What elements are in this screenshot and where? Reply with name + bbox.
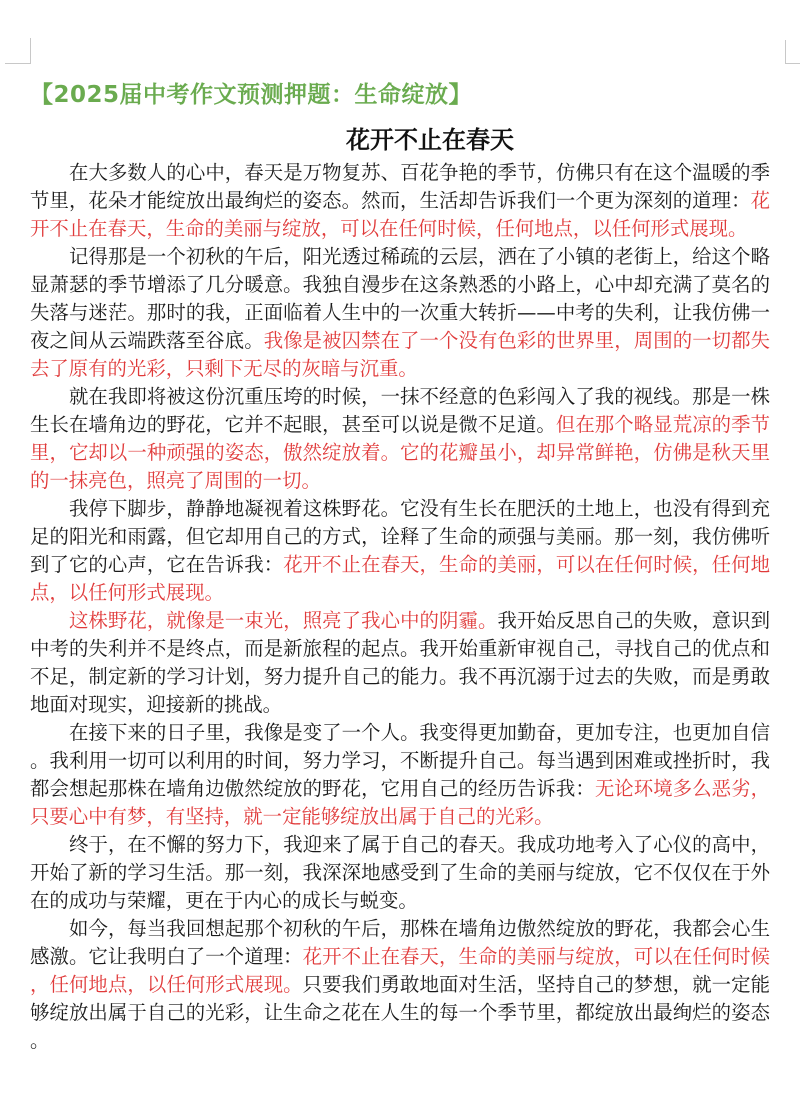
essay-line	[30, 831, 770, 859]
highlighted-text: 无论环境多么恶劣，	[594, 777, 770, 800]
essay-line	[30, 215, 770, 243]
essay-line	[30, 299, 770, 327]
body-text: 感激。它让我明白了一个道理：	[30, 945, 303, 968]
essay-line	[30, 747, 770, 775]
essay-line	[30, 327, 770, 355]
essay-line	[30, 1027, 770, 1055]
body-text: 都会想起那株在墙角边傲然绽放的野花，它用自己的经历告诉我：	[30, 777, 595, 800]
essay-line	[30, 635, 770, 663]
essay-line	[30, 243, 770, 271]
essay-line	[30, 803, 770, 831]
body-text: 。我利用一切可以利用的时间，努力学习，不断提升自己。每当遇到困难或挫折时，我	[30, 749, 770, 772]
body-text: 中考的失利并不是终点，而是新旅程的起点。我开始重新审视自己，寻找自己的优点和	[30, 637, 770, 660]
essay-line	[30, 915, 770, 943]
body-text: 足的阳光和雨露，但它却用自己的方式，诠释了生命的顽强与美丽。那一刻，我仿佛听	[30, 525, 770, 548]
essay-line	[30, 943, 770, 971]
essay-line	[30, 467, 770, 495]
essay-line	[30, 607, 770, 635]
highlighted-text: 我像是被囚禁在了一个没有色彩的世界里，周围的一切都失	[263, 329, 770, 352]
essay-line	[30, 355, 770, 383]
highlighted-text: 里，它却以一种顽强的姿态，傲然绽放着。它的花瓣虽小，却异常鲜艳，仿佛是秋天里	[30, 441, 770, 464]
body-text: 只要我们勇敢地面对生活，坚持自己的梦想，就一定能	[302, 973, 770, 996]
highlighted-text: 这株野花，就像是一束光，照亮了我心中的阴霾。	[69, 609, 498, 632]
highlighted-text: 但在那个略显荒凉的季节	[555, 413, 770, 436]
essay-line	[30, 663, 770, 691]
body-text: 生长在墙角边的野花，它并不起眼，甚至可以说是微不足道。	[30, 413, 556, 436]
essay-line	[30, 523, 770, 551]
body-text: 开始了新的学习生活。那一刻，我深深地感受到了生命的美丽与绽放，它不仅仅在于外	[30, 861, 770, 884]
body-text: 在的成功与荣耀，更在于内心的成长与蜕变。	[30, 889, 418, 912]
highlighted-text: 点，以任何形式展现。	[30, 581, 224, 604]
body-text: 记得那是一个初秋的午后，阳光透过稀疏的云层，洒在了小镇的老街上，给这个略	[69, 245, 770, 268]
essay-line	[30, 999, 770, 1027]
essay-line	[30, 719, 770, 747]
essay-line	[30, 579, 770, 607]
essay-line	[30, 887, 770, 915]
body-text: 不足，制定新的学习计划，努力提升自己的能力。我不再沉溺于过去的失败，而是勇敢	[30, 665, 770, 688]
highlighted-text: ，任何地点，以任何形式展现。	[30, 973, 303, 996]
essay-title: 花开不止在春天	[346, 126, 514, 154]
essay-line	[30, 187, 770, 215]
essay-body	[30, 159, 770, 1055]
highlighted-text: 只要心中有梦，有坚持，就一定能够绽放出属于自己的光彩。	[30, 805, 554, 828]
highlighted-text: 花开不止在春天，生命的美丽与绽放，可以在任何时候	[302, 945, 770, 968]
essay-line	[30, 411, 770, 439]
body-text: 够绽放出属于自己的光彩，让生命之花在人生的每一个季节里，都绽放出最绚烂的姿态	[30, 1001, 770, 1024]
body-text: 就在我即将被这份沉重压垮的时候，一抹不经意的色彩闯入了我的视线。那是一株	[69, 385, 770, 408]
highlighted-text: 的一抹亮色，照亮了周围的一切。	[30, 469, 321, 492]
page-corner-mark-right	[785, 40, 800, 64]
body-text: 我停下脚步，静静地凝视着这株野花。它没有生长在肥沃的土地上，也没有得到充	[69, 497, 770, 520]
body-text: 在大多数人的心中，春天是万物复苏、百花争艳的季节，仿佛只有在这个温暖的季	[69, 161, 770, 184]
body-text: 显萧瑟的季节增添了几分暖意。我独自漫步在这条熟悉的小路上，心中却充满了莫名的	[30, 273, 770, 296]
body-text: 节里，花朵才能绽放出最绚烂的姿态。然而，生活却告诉我们一个更为深刻的道理：	[30, 189, 751, 212]
essay-topic-header: 【2025届中考作文预测押题：生命绽放】	[30, 82, 473, 108]
highlighted-text: 开不止在春天，生命的美丽与绽放，可以在任何时候，任何地点，以任何形式展现。	[30, 217, 748, 240]
essay-line	[30, 551, 770, 579]
body-text: 在接下来的日子里，我像是变了一个人。我变得更加勤奋，更加专注，也更加自信	[69, 721, 770, 744]
highlighted-text: 去了原有的光彩，只剩下无尽的灰暗与沉重。	[30, 357, 418, 380]
page-corner-mark-left	[5, 38, 31, 64]
essay-line	[30, 439, 770, 467]
essay-line	[30, 383, 770, 411]
body-text: 地面对现实，迎接新的挑战。	[30, 693, 283, 716]
essay-line	[30, 859, 770, 887]
highlighted-text: 花开不止在春天，生命的美丽，可以在任何时候，任何地	[283, 553, 770, 576]
body-text: 夜之间从云端跌落至谷底。	[30, 329, 264, 352]
body-text: 如今，每当我回想起那个初秋的午后，那株在墙角边傲然绽放的野花，我都会心生	[69, 917, 770, 940]
essay-line	[30, 495, 770, 523]
body-text: 失落与迷茫。那时的我，正面临着人生中的一次重大转折——中考的失利，让我仿佛一	[30, 301, 770, 324]
essay-line	[30, 971, 770, 999]
highlighted-text: 花	[750, 189, 770, 212]
body-text: 我开始反思自己的失败，意识到	[497, 609, 770, 632]
body-text: 到了它的心声，它在告诉我：	[30, 553, 284, 576]
body-text: 终于，在不懈的努力下，我迎来了属于自己的春天。我成功地考入了心仪的高中，	[69, 833, 770, 856]
essay-line	[30, 159, 770, 187]
essay-line	[30, 691, 770, 719]
essay-line	[30, 775, 770, 803]
essay-line	[30, 271, 770, 299]
body-text: 。	[30, 1029, 50, 1052]
